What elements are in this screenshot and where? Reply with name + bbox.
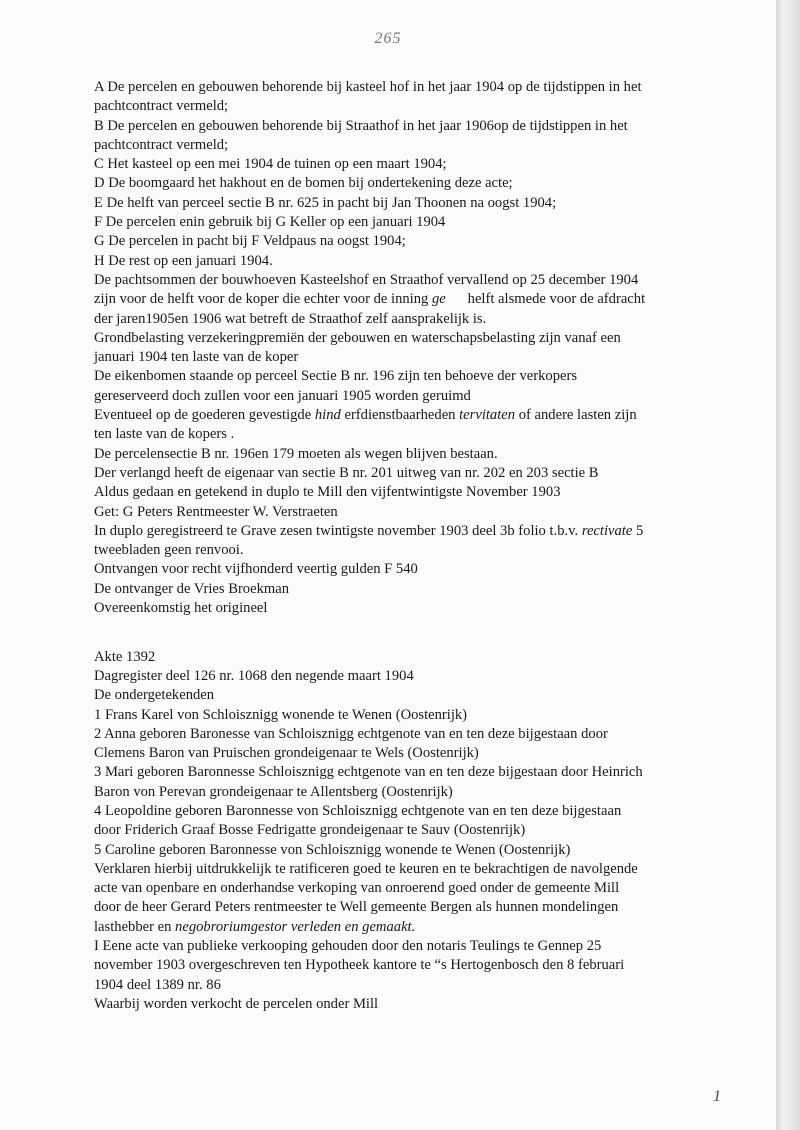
text-line: 5 Caroline geboren Baronnesse von Schloisznigg wonende te Wenen (Oostenrijk)	[94, 841, 571, 858]
text-segment: Eventueel op de goederen gevestigde	[94, 407, 315, 424]
italic-segment: hind	[314, 407, 341, 424]
italic-segment: tervitaten	[459, 407, 516, 424]
text-line: De ontvanger de Vries Broekman	[94, 580, 289, 597]
text-line: Waarbij worden verkocht de percelen onder Mill	[94, 995, 379, 1012]
text-line	[94, 406, 714, 425]
spacer	[94, 638, 714, 648]
text-line: acte van openbare en onderhandse verkoping van onroerend goed onder de gemeente Mill	[94, 880, 620, 897]
text-line: 3 Mari geboren Baronnesse Schloisznigg echtgenote van en ten deze bijgestaan door Heinrich	[94, 764, 643, 781]
text-line: Akte 1392	[94, 648, 156, 665]
text-line: G De percelen in pacht bij F Veldpaus na oogst 1904;	[94, 233, 406, 250]
text-line: Overeenkomstig het origineel	[94, 600, 268, 617]
text-line: De percelensectie B nr. 196en 179 moeten als wegen blijven bestaan.	[94, 445, 498, 462]
text-line: tweebladen geen renvooi.	[94, 542, 244, 559]
text-line: C Het kasteel op een mei 1904 de tuinen op een maart 1904;	[94, 156, 447, 173]
text-line: I Eene acte van publieke verkooping gehouden door den notaris Teulings te Gennep 25	[94, 938, 602, 955]
text-line: januari 1904 ten laste van de koper	[94, 349, 299, 366]
text-segment: 5	[632, 522, 644, 539]
text-line: Baron von Perevan grondeigenaar te Allentsberg (Oostenrijk)	[94, 783, 453, 800]
text-segment: helft alsmede voor de afdracht	[445, 291, 646, 308]
text-line: 4 Leopoldine geboren Baronnesse von Schloisznigg echtgenote van en ten deze bijgestaan	[94, 802, 622, 819]
text-line: 1 Frans Karel von Schloisznigg wonende te Wenen (Oostenrijk)	[94, 706, 468, 723]
text-segment: erfdienstbaarheden	[340, 407, 460, 424]
text-line: D De boomgaard het hakhout en de bomen bij ondertekening deze acte;	[94, 175, 513, 192]
text-line: A De percelen en gebouwen behorende bij kasteel hof in het jaar 1904 op de tijdstippen in het	[94, 79, 642, 95]
text-line: De eikenbomen staande op perceel Sectie B nr. 196 zijn ten behoeve der verkopers	[94, 368, 578, 385]
text-line: Aldus gedaan en getekend in duplo te Mill den vijfentwintigste November 1903	[94, 484, 561, 501]
text-line: pachtcontract vermeld;	[94, 98, 229, 115]
italic-segment: negobroriumgestor verleden en gemaakt.	[175, 918, 416, 935]
text-line: ten laste van de kopers .	[94, 426, 235, 443]
text-line: Clemens Baron van Pruischen grondeigenaar te Wels (Oostenrijk)	[94, 745, 479, 762]
text-line: door Friderich Graaf Bosse Fedrigatte grondeigenaar te Sauv (Oostenrijk)	[94, 822, 526, 839]
text-segment: of andere lasten zijn	[515, 407, 637, 424]
text-line: Grondbelasting verzekeringpremiën der gebouwen en waterschapsbelasting zijn vanaf een	[94, 329, 621, 346]
text-line	[94, 290, 714, 309]
text-line: Ontvangen voor recht vijfhonderd veertig gulden F 540	[94, 561, 418, 578]
text-line: Verklaren hierbij uitdrukkelijk te ratificeren goed te keuren en te bekrachtigen de navolgende	[94, 860, 638, 877]
text-line: Dagregister deel 126 nr. 1068 den negende maart 1904	[94, 667, 414, 684]
text-line: gereserveerd doch zullen voor een januari 1905 worden geruimd	[94, 387, 471, 404]
document-body	[94, 78, 714, 1014]
text-line: De ondergetekenden	[94, 687, 215, 704]
italic-segment: rectivate	[581, 522, 633, 539]
spacer	[94, 618, 714, 637]
text-line: F De percelen enin gebruik bij G Keller op een januari 1904	[94, 214, 446, 231]
text-segment: lasthebber en	[94, 918, 176, 935]
text-line: door de heer Gerard Peters rentmeester te Well gemeente Bergen als hunnen mondelingen	[94, 899, 619, 916]
section-akte-1392	[94, 648, 714, 1015]
text-line: De pachtsommen der bouwhoeven Kasteelshof en Straathof vervallend op 25 december 1904	[94, 271, 639, 288]
italic-segment: ge	[431, 291, 446, 308]
text-line: november 1903 overgeschreven ten Hypotheek kantore te “s Hertogenbosch den 8 februari	[94, 957, 625, 974]
section-conditions	[94, 78, 714, 618]
book-spine-edge	[776, 0, 800, 1130]
page-corner-mark: 1	[713, 1088, 721, 1105]
text-segment: zijn voor de helft voor de koper die echter voor de inning	[94, 291, 432, 308]
text-line: B De percelen en gebouwen behorende bij Straathof in het jaar 1906op de tijdstippen in het	[94, 117, 628, 134]
text-line: H De rest op een januari 1904.	[94, 252, 273, 269]
page-number: 265	[374, 30, 402, 47]
text-line	[94, 918, 714, 937]
text-line: 2 Anna geboren Baronesse van Schloisznigg echtgenote van en ten deze bijgestaan door	[94, 725, 608, 742]
text-line: pachtcontract vermeld;	[94, 136, 229, 153]
text-line	[94, 522, 714, 541]
text-line: E De helft van perceel sectie B nr. 625 in pacht bij Jan Thoonen na oogst 1904;	[94, 194, 557, 211]
text-line: Der verlangd heeft de eigenaar van sectie B nr. 201 uitweg van nr. 202 en 203 sectie B	[94, 464, 599, 481]
text-segment: In duplo geregistreerd te Grave zesen twintigste november 1903 deel 3b folio t.b.v.	[94, 522, 582, 539]
text-line: der jaren1905en 1906 wat betreft de Straathof zelf aansprakelijk is.	[94, 310, 487, 327]
text-line: 1904 deel 1389 nr. 86	[94, 976, 221, 993]
text-line: Get: G Peters Rentmeester W. Verstraeten	[94, 503, 338, 520]
